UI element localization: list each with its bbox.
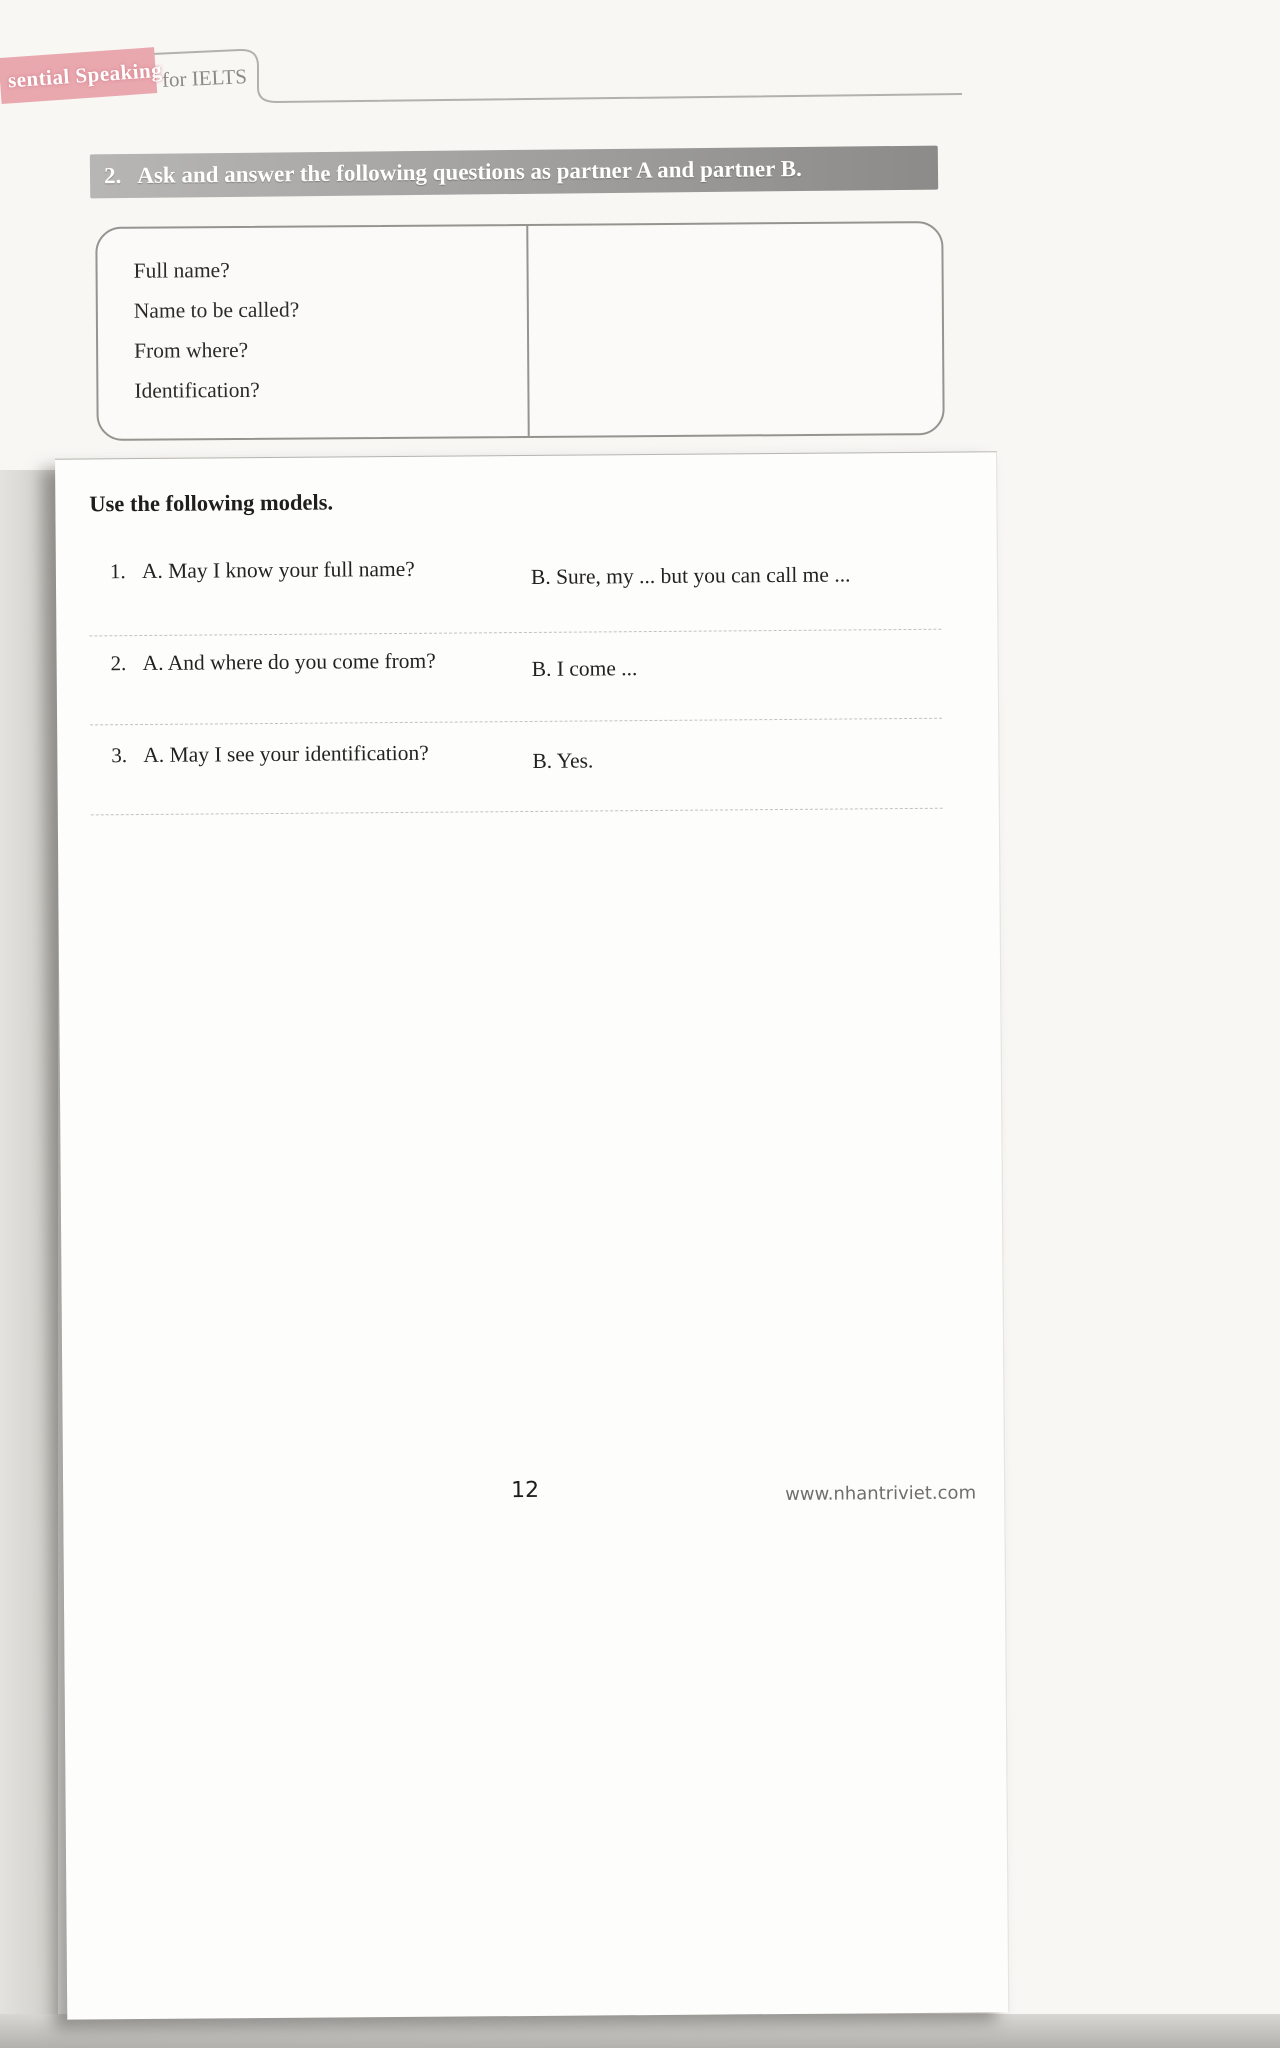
publisher-website: www.nhantriviet.com [785,1482,977,1505]
prompt-item: From where? [134,337,249,363]
model-row [57,736,998,803]
model-answer: B. I come ... [531,656,638,681]
model-question: A. May I see your identification? [143,740,429,768]
exercise-instruction: Ask and answer the following questions as partner A and partner B. [137,155,802,188]
model-answer: B. Yes. [532,748,594,773]
page-left-shadow-edge [0,470,58,2048]
prompt-table-divider [526,226,529,436]
exercise-banner [90,146,938,199]
page-bottom-shadow-edge [0,2014,1280,2048]
model-row-number: 2. [110,651,127,676]
prompt-items-list [133,250,299,411]
prompt-item: Full name? [133,258,230,283]
models-sheet [55,452,1009,2019]
model-question: A. And where do you come from? [142,648,436,676]
prompt-item: Name to be called? [133,297,300,323]
row-separator [90,718,942,726]
prompt-table [95,221,944,441]
model-row [57,644,998,711]
series-title-text: sential Speaking [7,57,163,92]
exercise-number: 2. [103,163,122,189]
row-separator [91,808,943,816]
page-number: 12 [511,1477,540,1504]
model-answer: B. Sure, my ... but you can call me ... [530,562,851,589]
row-separator [89,629,941,637]
models-heading: Use the following models. [89,489,334,517]
series-title-suffix: for IELTS [161,64,248,92]
prompt-item: Identification? [134,377,260,403]
model-row-number: 1. [109,559,126,584]
model-row-number: 3. [111,743,128,768]
model-question: A. May I know your full name? [141,556,415,584]
model-row [56,552,997,619]
